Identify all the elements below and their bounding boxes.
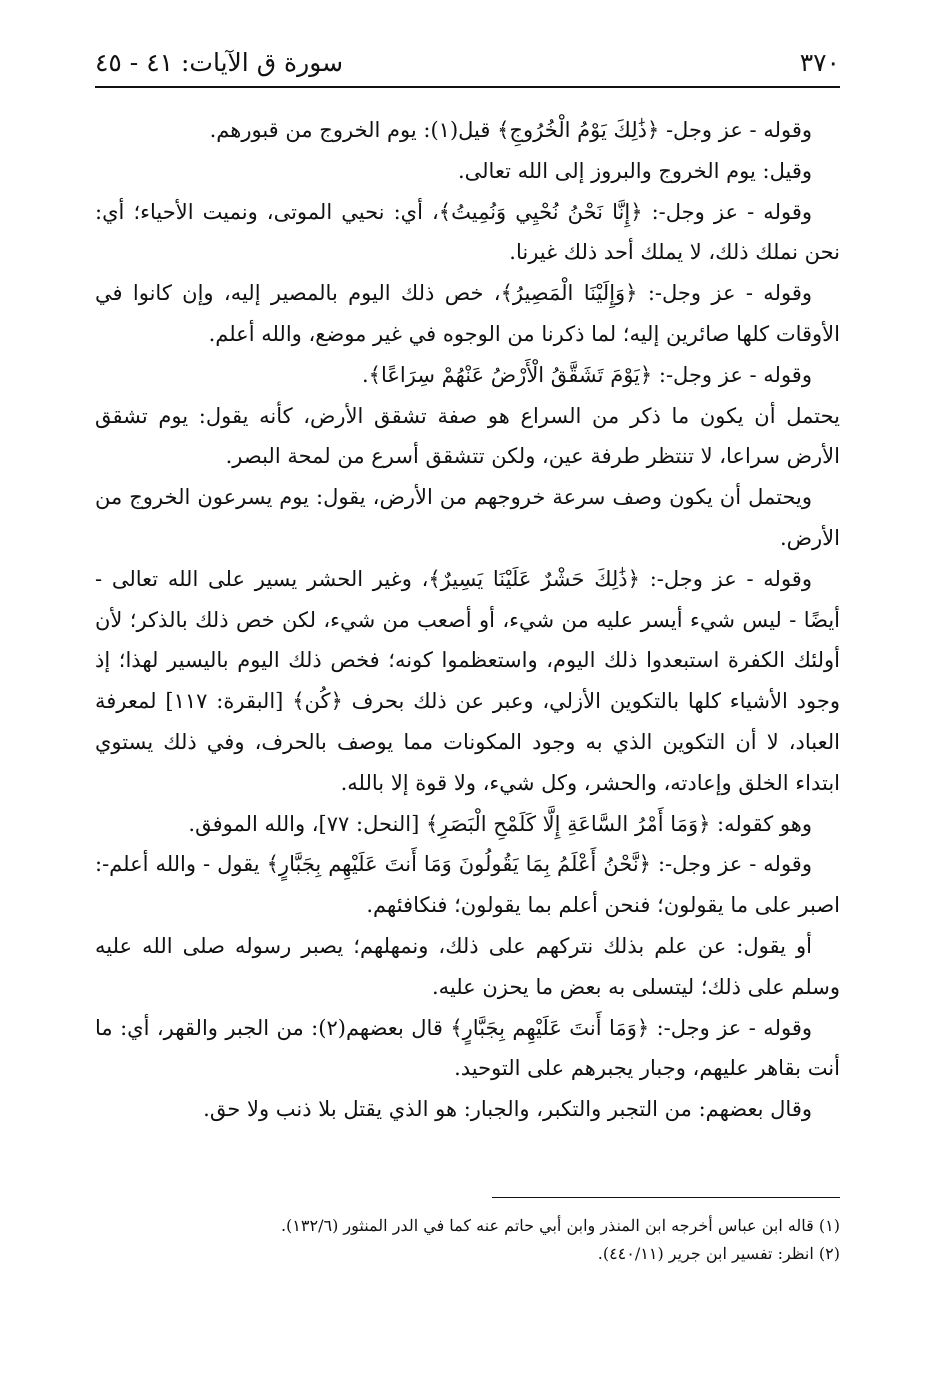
paragraph: وقوله - عز وجل-: ﴿إِنَّا نَحْنُ نُحْيِي وَنُمِيتُ﴾، أي: نحيي الموتى، ونميت الأحياء؛ أي: نحن نملك ذلك، لا يملك أحد ذلك غيرنا. xyxy=(95,199,840,265)
paragraph: وقوله - عز وجل- ﴿ذَٰلِكَ يَوْمُ الْخُرُوجِ﴾ قيل(١): يوم الخروج من قبورهم. xyxy=(209,118,812,142)
page-number: ٣٧٠ xyxy=(799,48,840,77)
paragraph: وقال بعضهم: من التجبر والتكبر، والجبار: هو الذي يقتل بلا ذنب ولا حق. xyxy=(203,1097,812,1122)
paragraph: وقيل: يوم الخروج والبروز إلى الله تعالى. xyxy=(457,158,812,183)
footnote: (١) قاله ابن عباس أخرجه ابن المنذر وابن أبي حاتم عنه كما في الدر المنثور (١٣٢/٦). xyxy=(280,1216,840,1235)
page-header xyxy=(95,40,840,88)
body-text xyxy=(95,110,840,1130)
paragraph: ويحتمل أن يكون وصف سرعة خروجهم من الأرض، يقول: يوم يسرعون الخروج من الأرض. xyxy=(95,485,840,550)
running-head: سورة ق الآيات: ٤١ - ٤٥ xyxy=(95,48,344,77)
paragraph: وقوله - عز وجل-: ﴿يَوْمَ تَشَقَّقُ الْأَرْضُ عَنْهُمْ سِرَاعًا﴾. xyxy=(361,362,812,387)
paragraph: وهو كقوله: ﴿وَمَا أَمْرُ السَّاعَةِ إِلَّا كَلَمْحِ الْبَصَرِ﴾ [النحل: ٧٧]، والله الموفق. xyxy=(188,811,812,836)
footnote: (٢) انظر: تفسير ابن جرير (٤٤٠/١١). xyxy=(597,1244,840,1263)
paragraph: وقوله - عز وجل-: ﴿وَإِلَيْنَا الْمَصِيرُ﴾، خص ذلك اليوم بالمصير إليه، وإن كانوا في الأوقات كلها صائرين إليه؛ لما ذكرنا من الوجوه في غير موضع، والله أعلم. xyxy=(95,281,840,346)
footnotes xyxy=(95,1212,840,1268)
footnote-divider xyxy=(492,1197,840,1198)
paragraph: وقوله - عز وجل-: ﴿ذَٰلِكَ حَشْرٌ عَلَيْنَا يَسِيرٌ﴾، وغير الحشر يسير على الله تعالى - أيضًا - ليس شيء أيسر عليه من شيء، أو أصعب من شيء، لكن خص ذلك بالذكر؛ لأن أولئك الكفرة استبعدوا ذلك اليوم، واستعظموا كونه؛ فخص ذلك اليوم باليسير لهذا؛ إذ وجود الأشياء كلها بالتكوين الأزلي، وعبر عن ذلك بحرف ﴿كُن﴾ [البقرة: ١١٧] لمعرفة العباد، لا أن التكوين الذي به وجود المكونات مما يوصف بالحرف، وفي ذلك يستوي ابتداء الخلق وإعادته، والحشر، وكل شيء، ولا قوة إلا بالله. xyxy=(95,566,840,795)
paragraph: وقوله - عز وجل-: ﴿نَّحْنُ أَعْلَمُ بِمَا يَقُولُونَ وَمَا أَنتَ عَلَيْهِم بِجَبَّارٍ﴾ يقول - والله أعلم-: اصبر على ما يقولون؛ فنحن أعلم بما يقولون؛ فنكافئهم. xyxy=(95,852,840,918)
book-page xyxy=(95,40,840,1340)
paragraph: أو يقول: عن علم بذلك نتركهم على ذلك، ونمهلهم؛ يصبر رسوله صلى الله عليه وسلم على ذلك؛ ليتسلى به بعض ما يحزن عليه. xyxy=(95,933,840,999)
paragraph: وقوله - عز وجل-: ﴿وَمَا أَنتَ عَلَيْهِم بِجَبَّارٍ﴾ قال بعضهم(٢): من الجبر والقهر، أي: ما أنت بقاهر عليهم، وجبار يجبرهم على التوحيد. xyxy=(95,1015,840,1081)
paragraph: يحتمل أن يكون ما ذكر من السراع هو صفة تشقق الأرض، كأنه يقول: يوم تشقق الأرض سراعا، لا تنتظر طرفة عين، ولكن تتشقق أسرع من لمحة البصر. xyxy=(95,403,840,469)
